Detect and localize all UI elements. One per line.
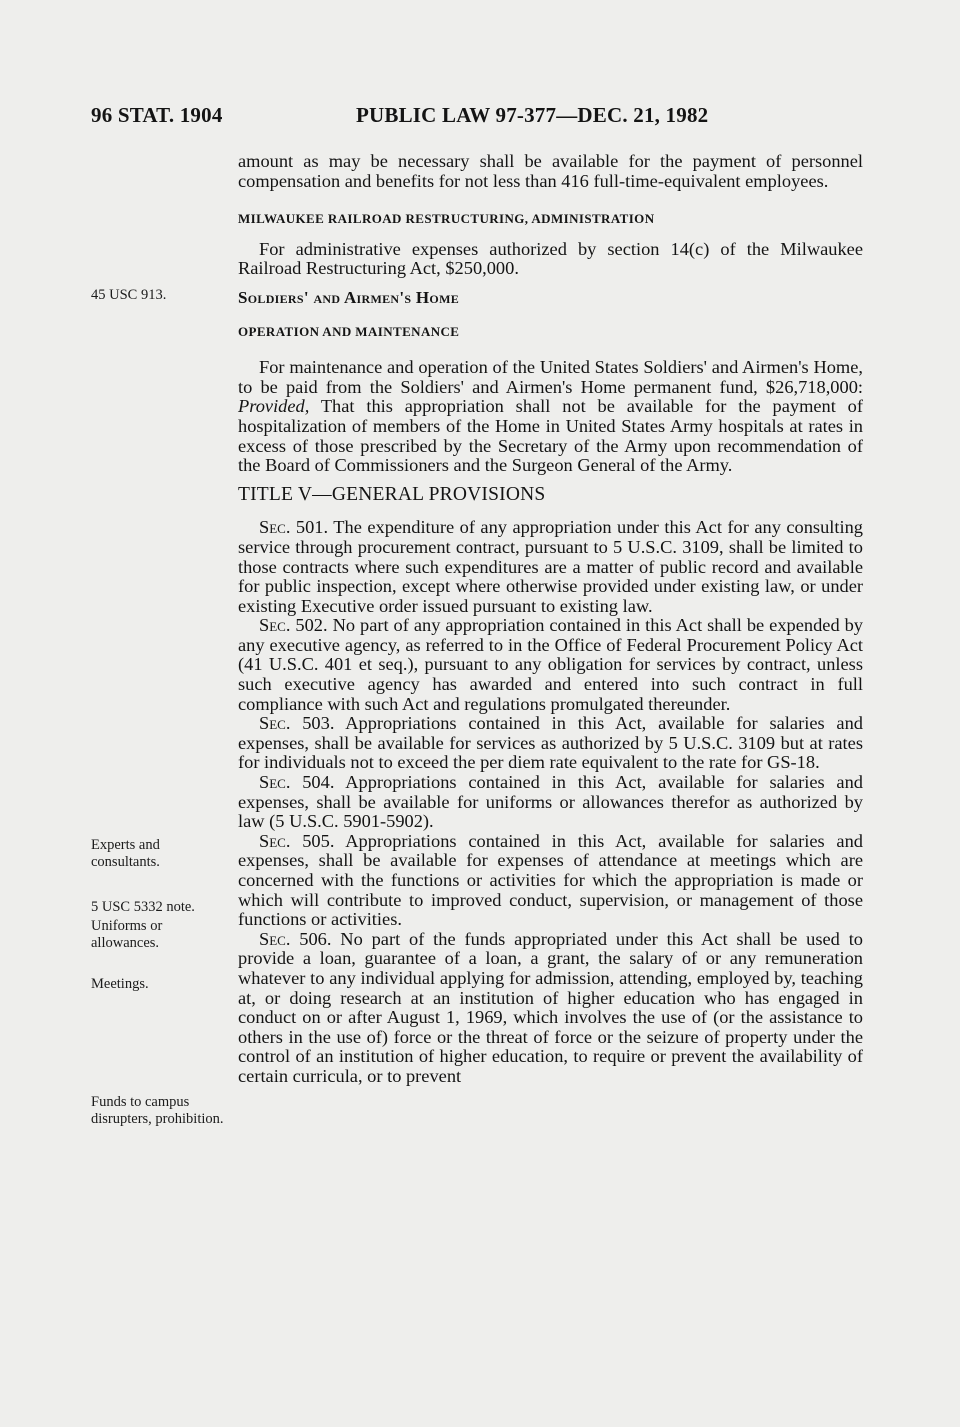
- section-text: Appropriations contained in this Act, available for salaries and expenses, shall be available for uniforms or allowances therefor as authorized by law (5 U.S.C. 5901-5902).: [238, 772, 863, 832]
- section-text: The expenditure of any appropriation under this Act for any consulting service through procurement contract, pursuant to 5 U.S.C. 3109, shall be limited to those contracts where such expenditures are a matter of public record and available for public inspection, except where otherwise provided under existing law, or under existing Executive order issued pursuant to existing law.: [238, 517, 864, 616]
- operation-maintenance-heading: OPERATION AND MAINTENANCE: [238, 323, 460, 339]
- section-506: [238, 930, 863, 1087]
- section-text: No part of the funds appropriated under this Act shall be used to provide a loan, guarantee of a loan, a grant, the salary of or any remuneration whatever to any individual applying for admission, attending, employed by, teaching at, or doing research at an institution of higher education who has engaged in conduct on or after August 1, 1969, which involves the use of (or the assistance to others in the use of) force or the threat of force or the seizure of property under the control of an institution of higher education, to require or prevent the availability of certain curricula, or to prevent: [238, 928, 863, 1086]
- margin-note-uniforms: Uniforms or allowances.: [91, 918, 163, 951]
- margin-note-experts-consultants: Experts and consultants.: [91, 837, 160, 870]
- section-text: No part of any appropriation contained in this Act shall be expended by any executive agency, as referred to in the Office of Federal Procurement Policy Act (41 U.S.C. 401 et seq.), pursuant to any obligation for services by contract, unless such executive agency has awarded and entered into such contract in full compliance with such Act and regulations promulgated thereunder.: [238, 615, 863, 714]
- margin-note-5-usc-5332: 5 USC 5332 note.: [91, 899, 195, 915]
- section-505: [238, 832, 863, 930]
- section-label: Sec. 506.: [259, 928, 332, 949]
- title-v-heading: TITLE V—GENERAL PROVISIONS: [238, 483, 546, 505]
- section-label: Sec. 505.: [259, 830, 335, 851]
- soldiers-text-after: That this appropriation shall not be available for the payment of hospitalization of members of the Home in United States Army hospitals at rates in excess of those prescribed by the Secretary of the Army upon recommendation of the Board of Commissioners and the Surgeon General of the Army.: [238, 396, 863, 476]
- section-504: [238, 773, 863, 832]
- public-law-heading: PUBLIC LAW 97-377—DEC. 21, 1982: [356, 103, 709, 127]
- section-label: Sec. 504.: [259, 772, 335, 793]
- body-column: [238, 152, 863, 1087]
- section-label: Sec. 503.: [259, 713, 335, 734]
- soldiers-home-paragraph: [238, 358, 863, 476]
- section-label: Sec. 501.: [259, 517, 329, 538]
- provided-term: Provided,: [238, 396, 310, 417]
- margin-note-45-usc-913: 45 USC 913.: [91, 287, 167, 303]
- section-503: [238, 714, 863, 773]
- soldiers-home-heading: Soldiers' and Airmen's Home: [238, 287, 459, 307]
- section-text: Appropriations contained in this Act, available for salaries and expenses, shall be available for services as authorized by 5 U.S.C. 3109 but at rates for individuals not to exceed the per diem rate equivalent to the rate for GS-18.: [238, 713, 863, 773]
- section-502: [238, 616, 863, 714]
- milwaukee-heading: MILWAUKEE RAILROAD RESTRUCTURING, ADMINISTRATION: [238, 211, 655, 227]
- section-501: [238, 518, 863, 616]
- section-text: Appropriations contained in this Act, available for salaries and expenses, shall be available for expenses of attendance at meetings which are concerned with the functions or activities for which the appropriation is made or which will contribute to improved conduct, supervision, or management of those functions or activities.: [238, 830, 863, 930]
- section-label: Sec. 502.: [259, 615, 328, 636]
- continuation-paragraph: amount as may be necessary shall be available for the payment of personnel compensation and benefits for not less than 416 full-time-equivalent employees.: [238, 151, 863, 191]
- statute-page-number: 96 STAT. 1904: [91, 103, 223, 127]
- soldiers-text-before: For maintenance and operation of the United States Soldiers' and Airmen's Home, to be paid from the Soldiers' and Airmen's Home permanent fund, $26,718,000:: [238, 357, 863, 397]
- margin-note-funds-campus: Funds to campus disrupters, prohibition.: [91, 1094, 224, 1127]
- margin-note-meetings: Meetings.: [91, 976, 149, 992]
- milwaukee-paragraph: For administrative expenses authorized by section 14(c) of the Milwaukee Railroad Restructuring Act, $250,000.: [238, 238, 863, 279]
